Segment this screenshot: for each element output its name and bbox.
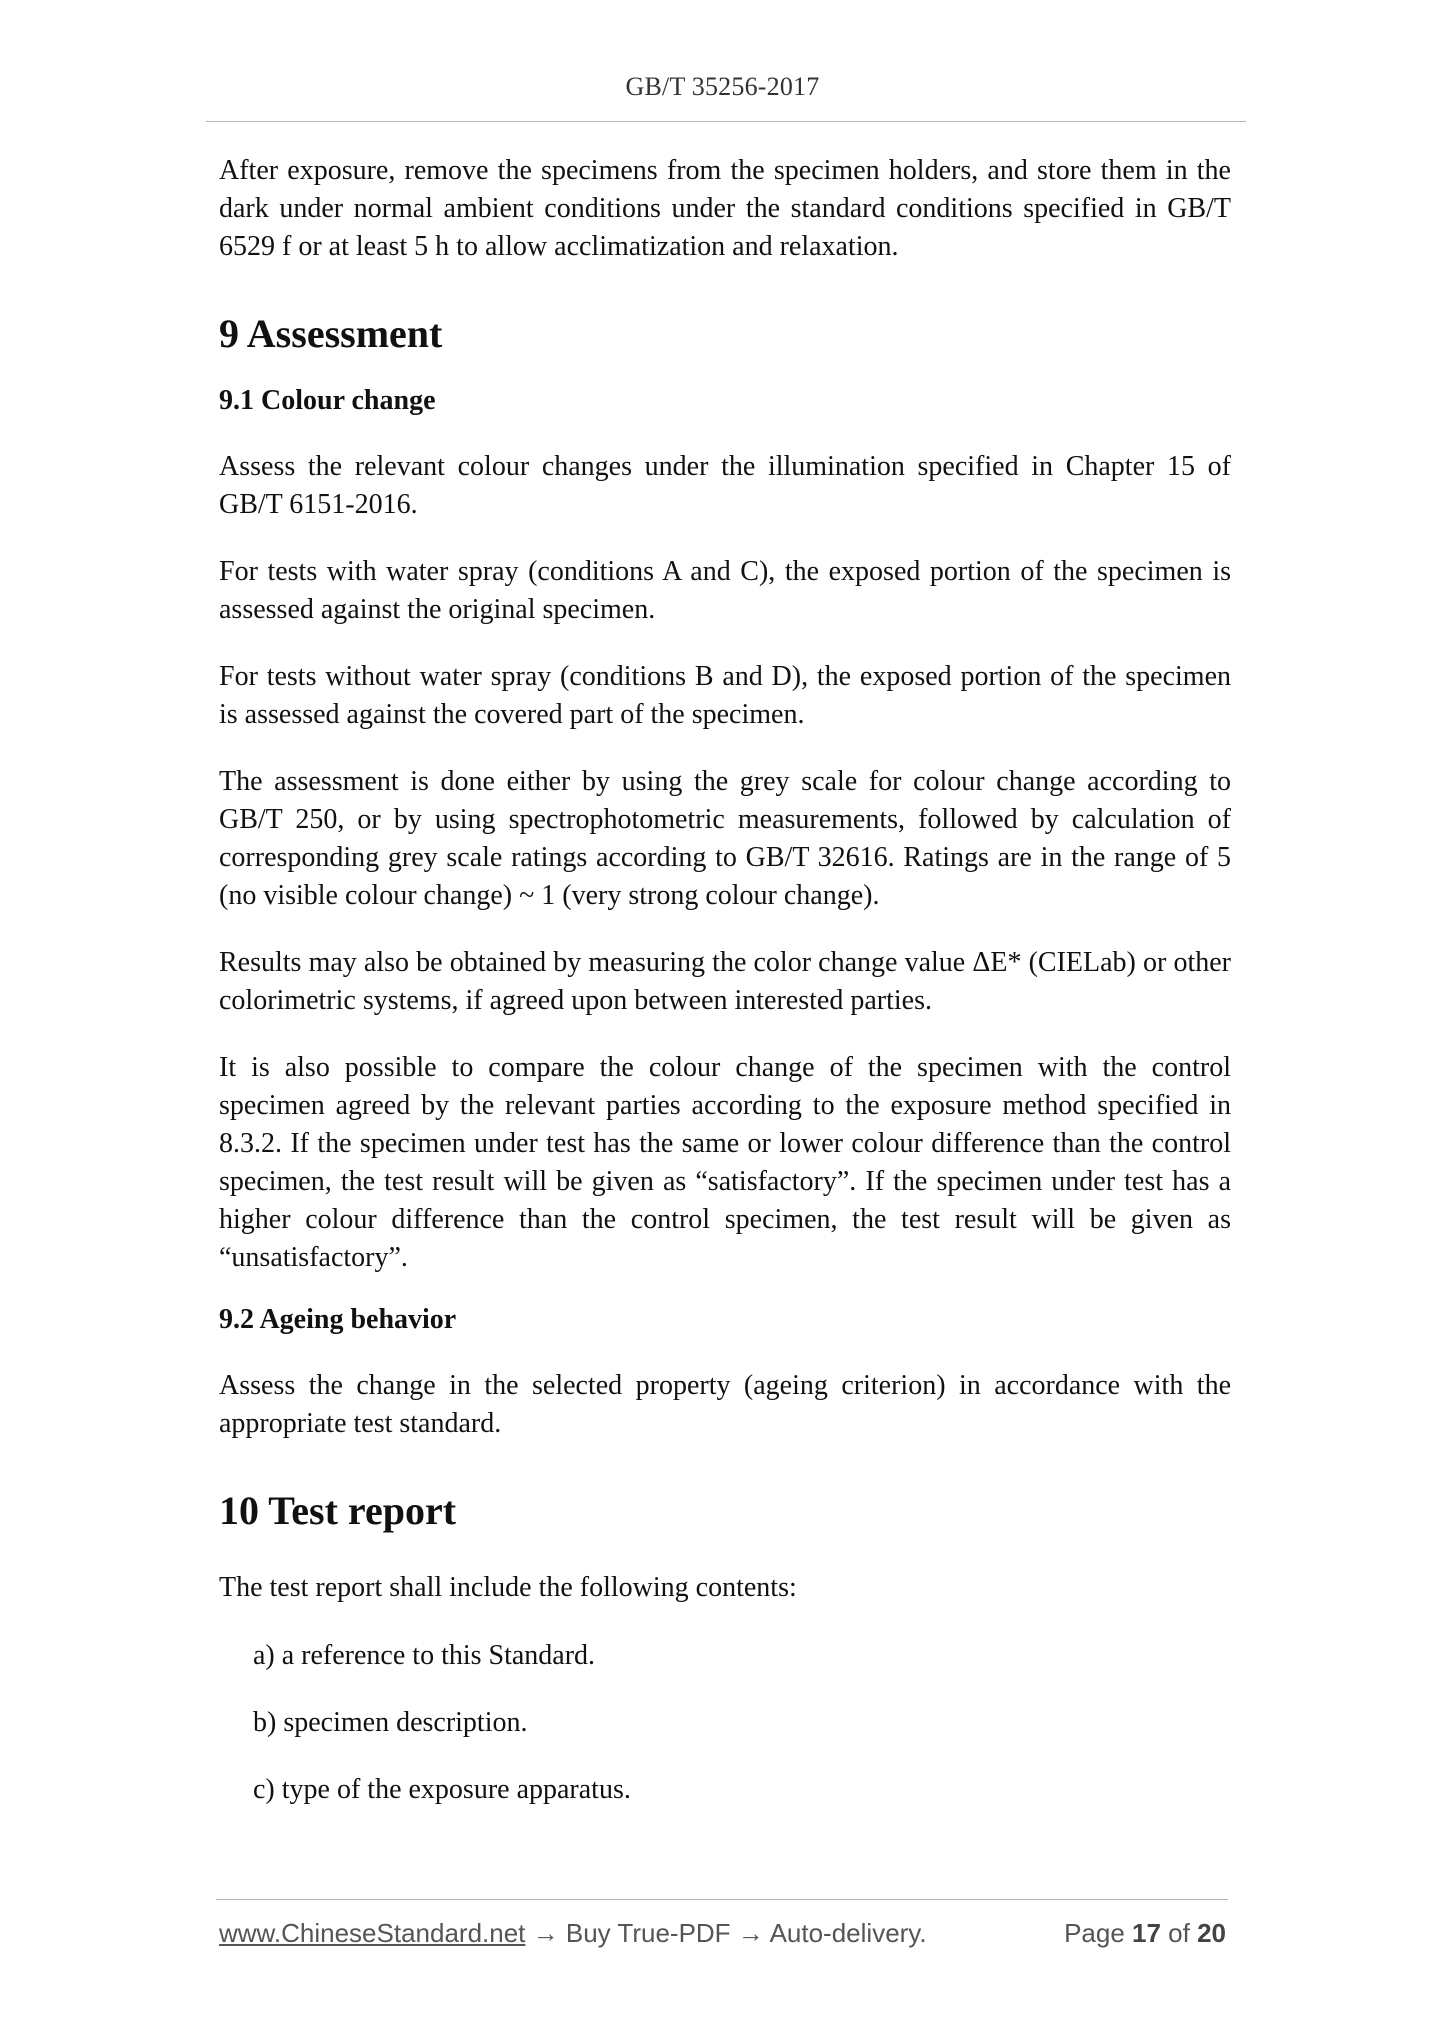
colour-change-paragraph: Results may also be obtained by measuring the color change value ΔE* (CIELab) or other colorimetric systems, if agreed upon between interested parties. <box>219 947 1231 1016</box>
subsection-9-1-heading: 9.1 Colour change <box>219 385 436 416</box>
page-word: Page <box>1064 1918 1133 1948</box>
colour-change-paragraph: For tests with water spray (conditions A and C), the exposed portion of the specimen is assessed against the original specimen. <box>219 556 1231 625</box>
ageing-behavior-paragraph: Assess the change in the selected property (ageing criterion) in accordance with the appropriate test standard. <box>219 1370 1231 1439</box>
footer-promo <box>219 1918 927 1949</box>
subsection-9-2-heading: 9.2 Ageing behavior <box>219 1304 457 1335</box>
colour-change-paragraph: Assess the relevant colour changes under the illumination specified in Chapter 15 of GB/T 6151-2016. <box>219 451 1231 520</box>
list-item: c) type of the exposure apparatus. <box>253 1774 631 1805</box>
list-item: a) a reference to this Standard. <box>253 1640 596 1671</box>
promo-text: → Buy True-PDF → Auto-delivery. <box>525 1918 927 1948</box>
section-10-heading: 10 Test report <box>219 1488 457 1533</box>
footer-divider <box>216 1899 1228 1900</box>
current-page-number: 17 <box>1132 1918 1161 1948</box>
document-body <box>219 152 1231 1838</box>
colour-change-paragraph: The assessment is done either by using the grey scale for colour change according to GB/T 250, or by using spectrophotometric measurements, followed by calculation of corresponding grey scale ratings according to GB/T 32616. Ratings are in the range of 5 (no visible colour change) ~ 1 (very strong colour change). <box>219 766 1231 911</box>
document-code: GB/T 35256-2017 <box>625 72 820 101</box>
intro-paragraph: After exposure, remove the specimens from the specimen holders, and store them in the dark under normal ambient conditions under the standard conditions specified in GB/T 6529 f or at least 5 h to allow acclimatization and relaxation. <box>219 155 1231 262</box>
site-link[interactable]: www.ChineseStandard.net <box>219 1918 526 1948</box>
page-header <box>0 72 1445 102</box>
colour-change-paragraph: It is also possible to compare the colour change of the specimen with the control specimen agreed by the relevant parties according to the exposure method specified in 8.3.2. If the specimen under test has the same or lower colour difference than the control specimen, the test result will be given as “satisfactory”. If the specimen under test has a higher colour difference than the control specimen, the test result will be given as “unsatisfactory”. <box>219 1052 1231 1273</box>
test-report-intro: The test report shall include the following contents: <box>219 1572 797 1603</box>
colour-change-paragraph: For tests without water spray (conditions B and D), the exposed portion of the specimen is assessed against the covered part of the specimen. <box>219 661 1231 730</box>
of-word: of <box>1160 1918 1198 1948</box>
list-item: b) specimen description. <box>253 1707 528 1738</box>
total-pages-number: 20 <box>1197 1918 1226 1948</box>
section-9-heading: 9 Assessment <box>219 311 443 356</box>
page-indicator <box>1064 1918 1226 1949</box>
header-divider <box>206 121 1246 122</box>
